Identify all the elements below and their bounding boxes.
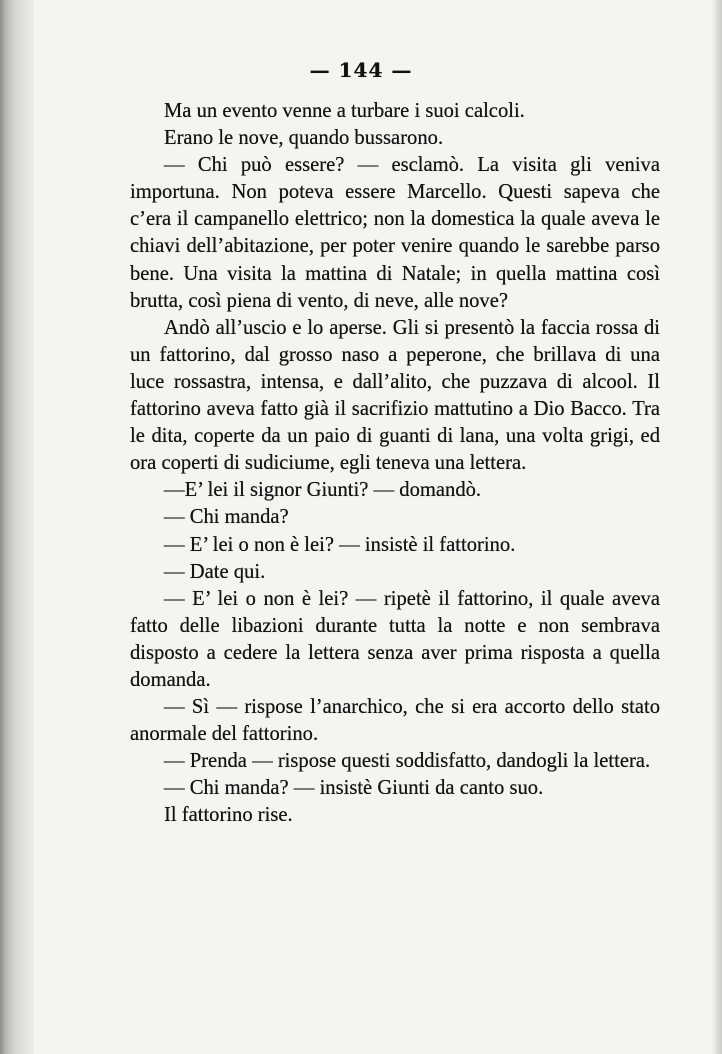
paragraph: — Date qui. [164,560,266,583]
body-text [130,98,660,830]
paragraph: — Chi manda? — insistè Giunti da canto suo. [164,777,544,800]
paragraph: — E’ lei o non è lei? — insistè il fattorino. [164,533,516,556]
paragraph: Ma un evento venne a turbare i suoi calcoli. [164,100,525,122]
paragraph: — Sì — rispose l’anarchico, che si era accorto dello stato anormale del fattorino. [130,696,660,746]
paragraph: —E’ lei il signor Giunti? — domandò. [164,479,482,502]
paragraph: Erano le nove, quando bussarono. [164,127,444,150]
paragraph: Il fattorino rise. [164,804,293,827]
page-edge-shadow [712,0,722,1054]
paragraph: Andò all’uscio e lo aperse. Gli si presentò la faccia rossa di un fattorino, dal grosso naso a peperone, che brillava di una luce rossastra, intensa, e dall’alito, che puzzava di alcool. Il fattorino aveva fatto già il sacrifizio mattutino a Dio Bacco. Tra le dita, coperte da un paio di guanti di lana, una volta grigi, ed ora coperti di sudiciume, egli teneva una lettera. [130,316,660,475]
paragraph: — Prenda — rispose questi soddisfatto, dandogli la lettera. [164,750,651,773]
page-gutter-shadow [0,0,34,1054]
paragraph: — Chi può essere? — esclamò. La visita gli veniva importuna. Non poteva essere Marcello. Questi sapeva che c’era il campanello elettrico; non la domestica la quale aveva le chiavi dell’abitazione, per poter venire quando le sarebbe parso bene. Una visita la mattina di Natale; in quella mattina così brutta, così piena di vento, di neve, alle nove? [130,154,660,312]
paragraph: — E’ lei o non è lei? — ripetè il fattorino, il quale aveva fatto delle libazioni durante tutta la notte e non sembrava disposto a cedere la lettera senza aver prima risposta a quella domanda. [130,587,660,691]
page-number: — 144 — [309,58,413,82]
paragraph: — Chi manda? [164,506,289,529]
